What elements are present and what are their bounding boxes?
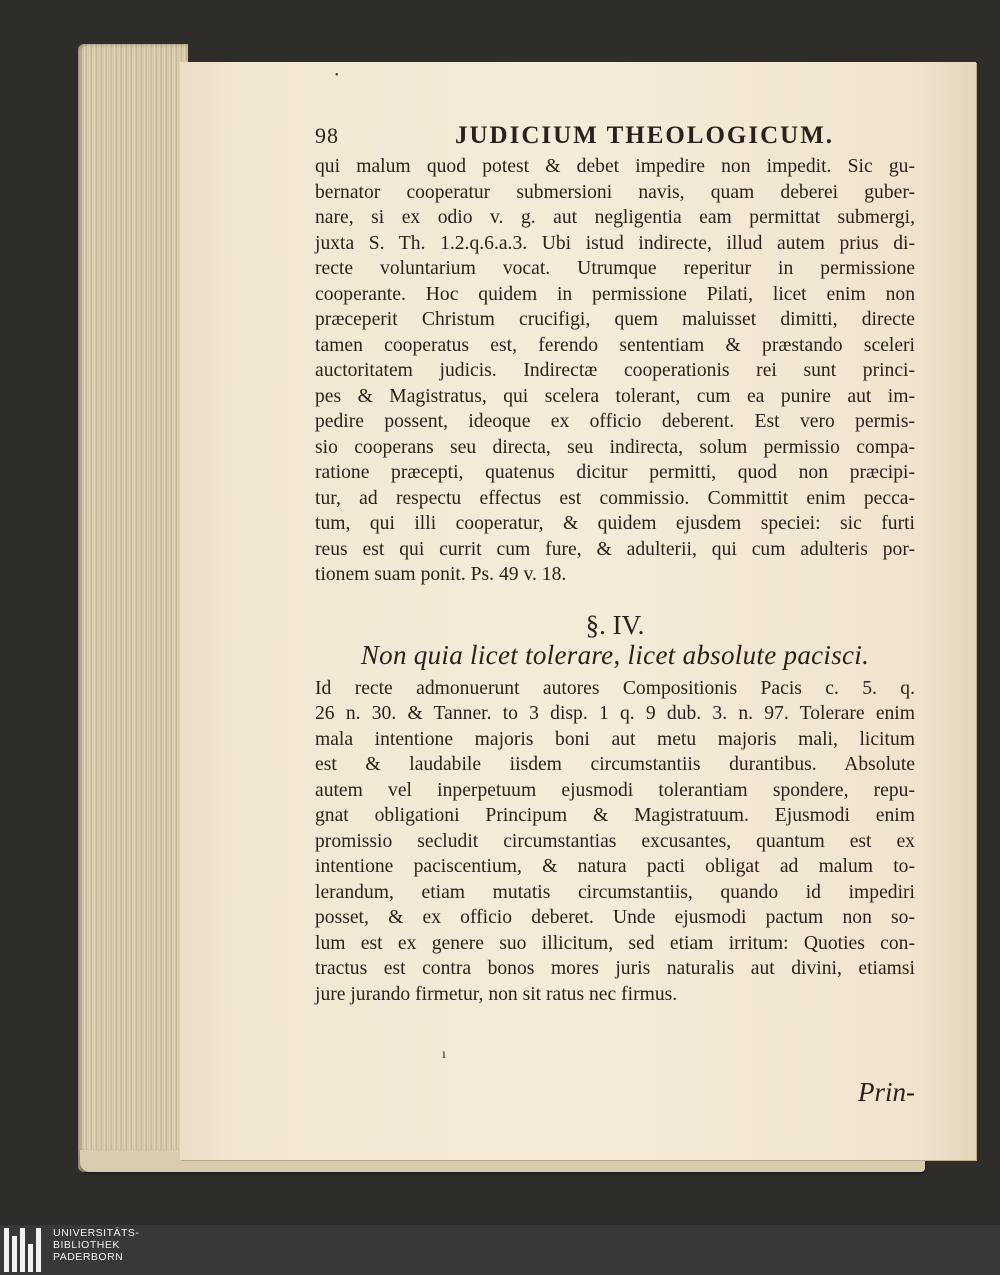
text-line: est & laudabile iisdem circumstantiis durantibus. Absolute [315,754,915,775]
text-line: reus est qui currit cum fure, & adulterii, qui cum adulteris por- [315,538,915,560]
text-line: tum, qui illi cooperatur, & quidem ejusdem speciei: sic furti [315,513,915,534]
text-line: qui malum quod potest & debet impedire non impedit. Sic gu- [315,156,915,177]
text-line: pedire possent, ideoque ex officio deberent. Est vero permis- [315,411,915,432]
text-line: tionem suam ponit. Ps. 49 v. 18. [315,564,567,585]
paragraph-2 [315,676,915,1008]
ink-speck: ı [442,1047,446,1062]
text-line: autem vel inperpetuum ejusmodi tolerantiam spondere, repu- [315,779,915,801]
text-line: cooperante. Hoc quidem in permissione Pilati, licet enim non [315,283,915,305]
text-line: tractus est contra bonos mores juris naturalis aut divini, etiamsi [315,958,915,979]
library-footer-bar [0,1225,1000,1275]
section-heading: Non quia licet tolerare, licet absolute pacisci. [360,639,870,670]
section-number: §. IV. [585,609,645,640]
text-line: bernator cooperatur submersioni navis, quam deberei guber- [315,181,915,203]
institution-line-1: UNIVERSITÄTS- [53,1227,140,1239]
library-logo-icon [4,1228,48,1272]
text-line: jure jurando firmetur, non sit ratus nec firmus. [315,983,678,1005]
text-line: gnat obligationi Principum & Magistratuum. Ejusmodi enim [315,805,915,826]
paragraph-1 [315,154,915,588]
text-line: præceperit Christum crucifigi, quem maluisset dimitti, directe [315,309,915,330]
text-line: nare, si ex odio v. g. aut negligentia eam permittat submergi, [315,207,915,228]
text-line: recte voluntarium vocat. Utrumque reperitur in permissione [315,258,915,279]
text-line: juxta S. Th. 1.2.q.6.a.3. Ubi istud indirecte, illud autem prius di- [315,232,915,254]
text-line: 26 n. 30. & Tanner. to 3 disp. 1 q. 9 dub. 3. n. 97. Tolerare enim [315,703,915,724]
book-fore-edge [78,44,188,1172]
text-line: promissio secludit circumstantias excusantes, quantum est ex [315,830,915,852]
institution-line-3: PADERBORN [53,1251,124,1263]
ink-speck: • [335,70,339,81]
page-number: 98 [315,123,339,148]
text-line: intentione paciscentium, & natura pacti obligat ad malum to- [315,856,915,877]
text-line: Id recte admonuerunt autores Compositionis Pacis c. 5. q. [315,677,915,699]
running-title: JUDICIUM THEOLOGICUM. [455,122,835,149]
text-line: auctoritatem judicis. Indirectæ cooperationis rei sunt princi- [315,360,915,381]
text-line: tamen cooperatus est, ferendo sententiam & præstando sceleri [315,334,915,356]
text-line: mala intentione majoris boni aut metu majoris mali, licitum [315,728,915,750]
catchword: Prin- [858,1077,915,1107]
text-line: ratione præcepti, quatenus dicitur permitti, quod non præcipi- [315,462,915,483]
text-line: pes & Magistratus, qui scelera tolerant, cum ea punire aut im- [315,385,915,407]
book-page [180,62,976,1160]
running-head [315,122,915,154]
page-text-block [315,122,915,1107]
text-line: sio cooperans seu directa, seu indirecta, solum permissio compa- [315,436,915,458]
text-line: lum est ex genere suo illicitum, sed etiam irritum: Quoties con- [315,932,915,954]
text-line: posset, & ex officio deberet. Unde ejusmodi pactum non so- [315,907,915,928]
text-line: tur, ad respectu effectus est commissio. Committit enim pecca- [315,487,915,509]
institution-line-2: BIBLIOTHEK [53,1239,120,1251]
text-line: lerandum, etiam mutatis circumstantiis, quando id impediri [315,881,915,903]
